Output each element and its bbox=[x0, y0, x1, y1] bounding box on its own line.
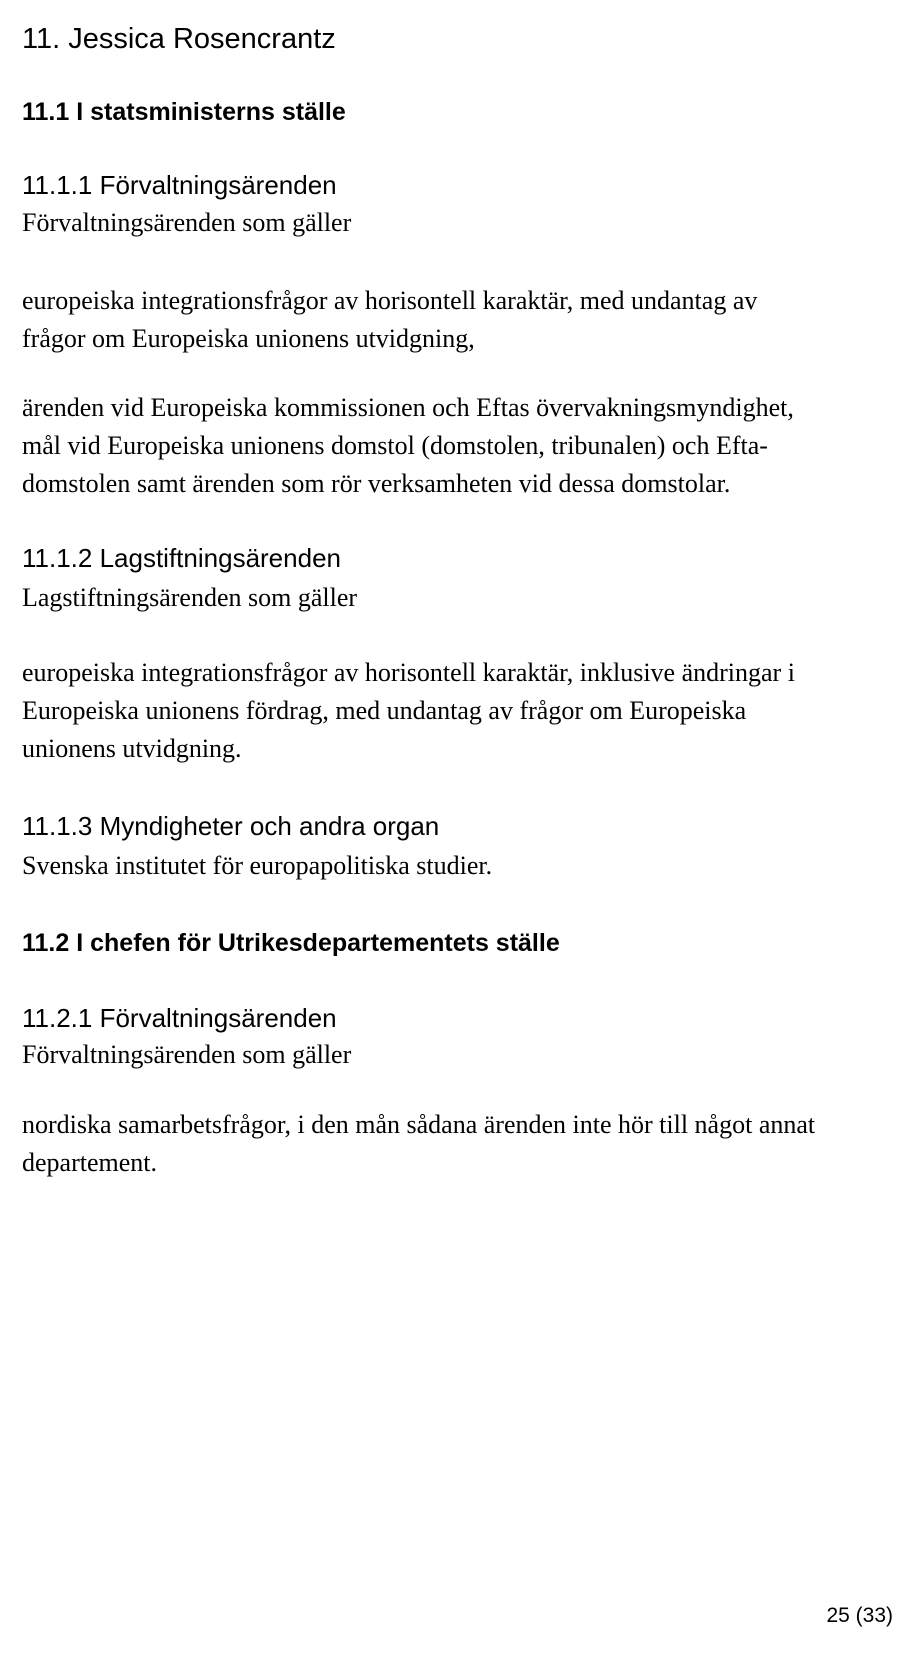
lead-paragraph-11-1-1: Förvaltningsärenden som gäller bbox=[22, 208, 352, 237]
chapter-heading: 11. Jessica Rosencrantz bbox=[22, 23, 336, 55]
paragraph bbox=[22, 282, 757, 358]
body-line: Europeiska unionens fördrag, med undantag av frågor om Europeiska bbox=[22, 696, 747, 725]
paragraph bbox=[22, 1106, 815, 1182]
lead-paragraph-11-1-3: Svenska institutet för europapolitiska studier. bbox=[22, 851, 493, 880]
paragraph bbox=[22, 654, 795, 768]
section-heading-11-2: 11.2 I chefen för Utrikesdepartementets ställe bbox=[22, 929, 560, 957]
body-line: ärenden vid Europeiska kommissionen och Eftas övervakningsmyndighet, bbox=[22, 393, 794, 422]
page-number: 25 (33) bbox=[826, 1604, 893, 1627]
body-line: frågor om Europeiska unionens utvidgning, bbox=[22, 324, 475, 353]
subsection-heading-11-1-2: 11.1.2 Lagstiftningsärenden bbox=[22, 543, 341, 573]
body-line: europeiska integrationsfrågor av horisontell karaktär, inklusive ändringar i bbox=[22, 658, 795, 687]
subsection-heading-11-2-1: 11.2.1 Förvaltningsärenden bbox=[22, 1003, 337, 1033]
lead-paragraph-11-1-2: Lagstiftningsärenden som gäller bbox=[22, 583, 358, 612]
section-heading-11-1: 11.1 I statsministerns ställe bbox=[22, 98, 346, 126]
subsection-heading-11-1-1: 11.1.1 Förvaltningsärenden bbox=[22, 170, 337, 200]
body-line: domstolen samt ärenden som rör verksamheten vid dessa domstolar. bbox=[22, 469, 731, 498]
lead-paragraph-11-2-1: Förvaltningsärenden som gäller bbox=[22, 1040, 352, 1069]
body-line: unionens utvidgning. bbox=[22, 734, 242, 763]
paragraph bbox=[22, 389, 794, 503]
body-line: mål vid Europeiska unionens domstol (domstolen, tribunalen) och Efta- bbox=[22, 431, 768, 460]
subsection-heading-11-1-3: 11.1.3 Myndigheter och andra organ bbox=[22, 811, 440, 841]
body-line: departement. bbox=[22, 1148, 157, 1177]
body-line: nordiska samarbetsfrågor, i den mån sådana ärenden inte hör till något annat bbox=[22, 1110, 816, 1139]
body-line: europeiska integrationsfrågor av horisontell karaktär, med undantag av bbox=[22, 286, 758, 315]
